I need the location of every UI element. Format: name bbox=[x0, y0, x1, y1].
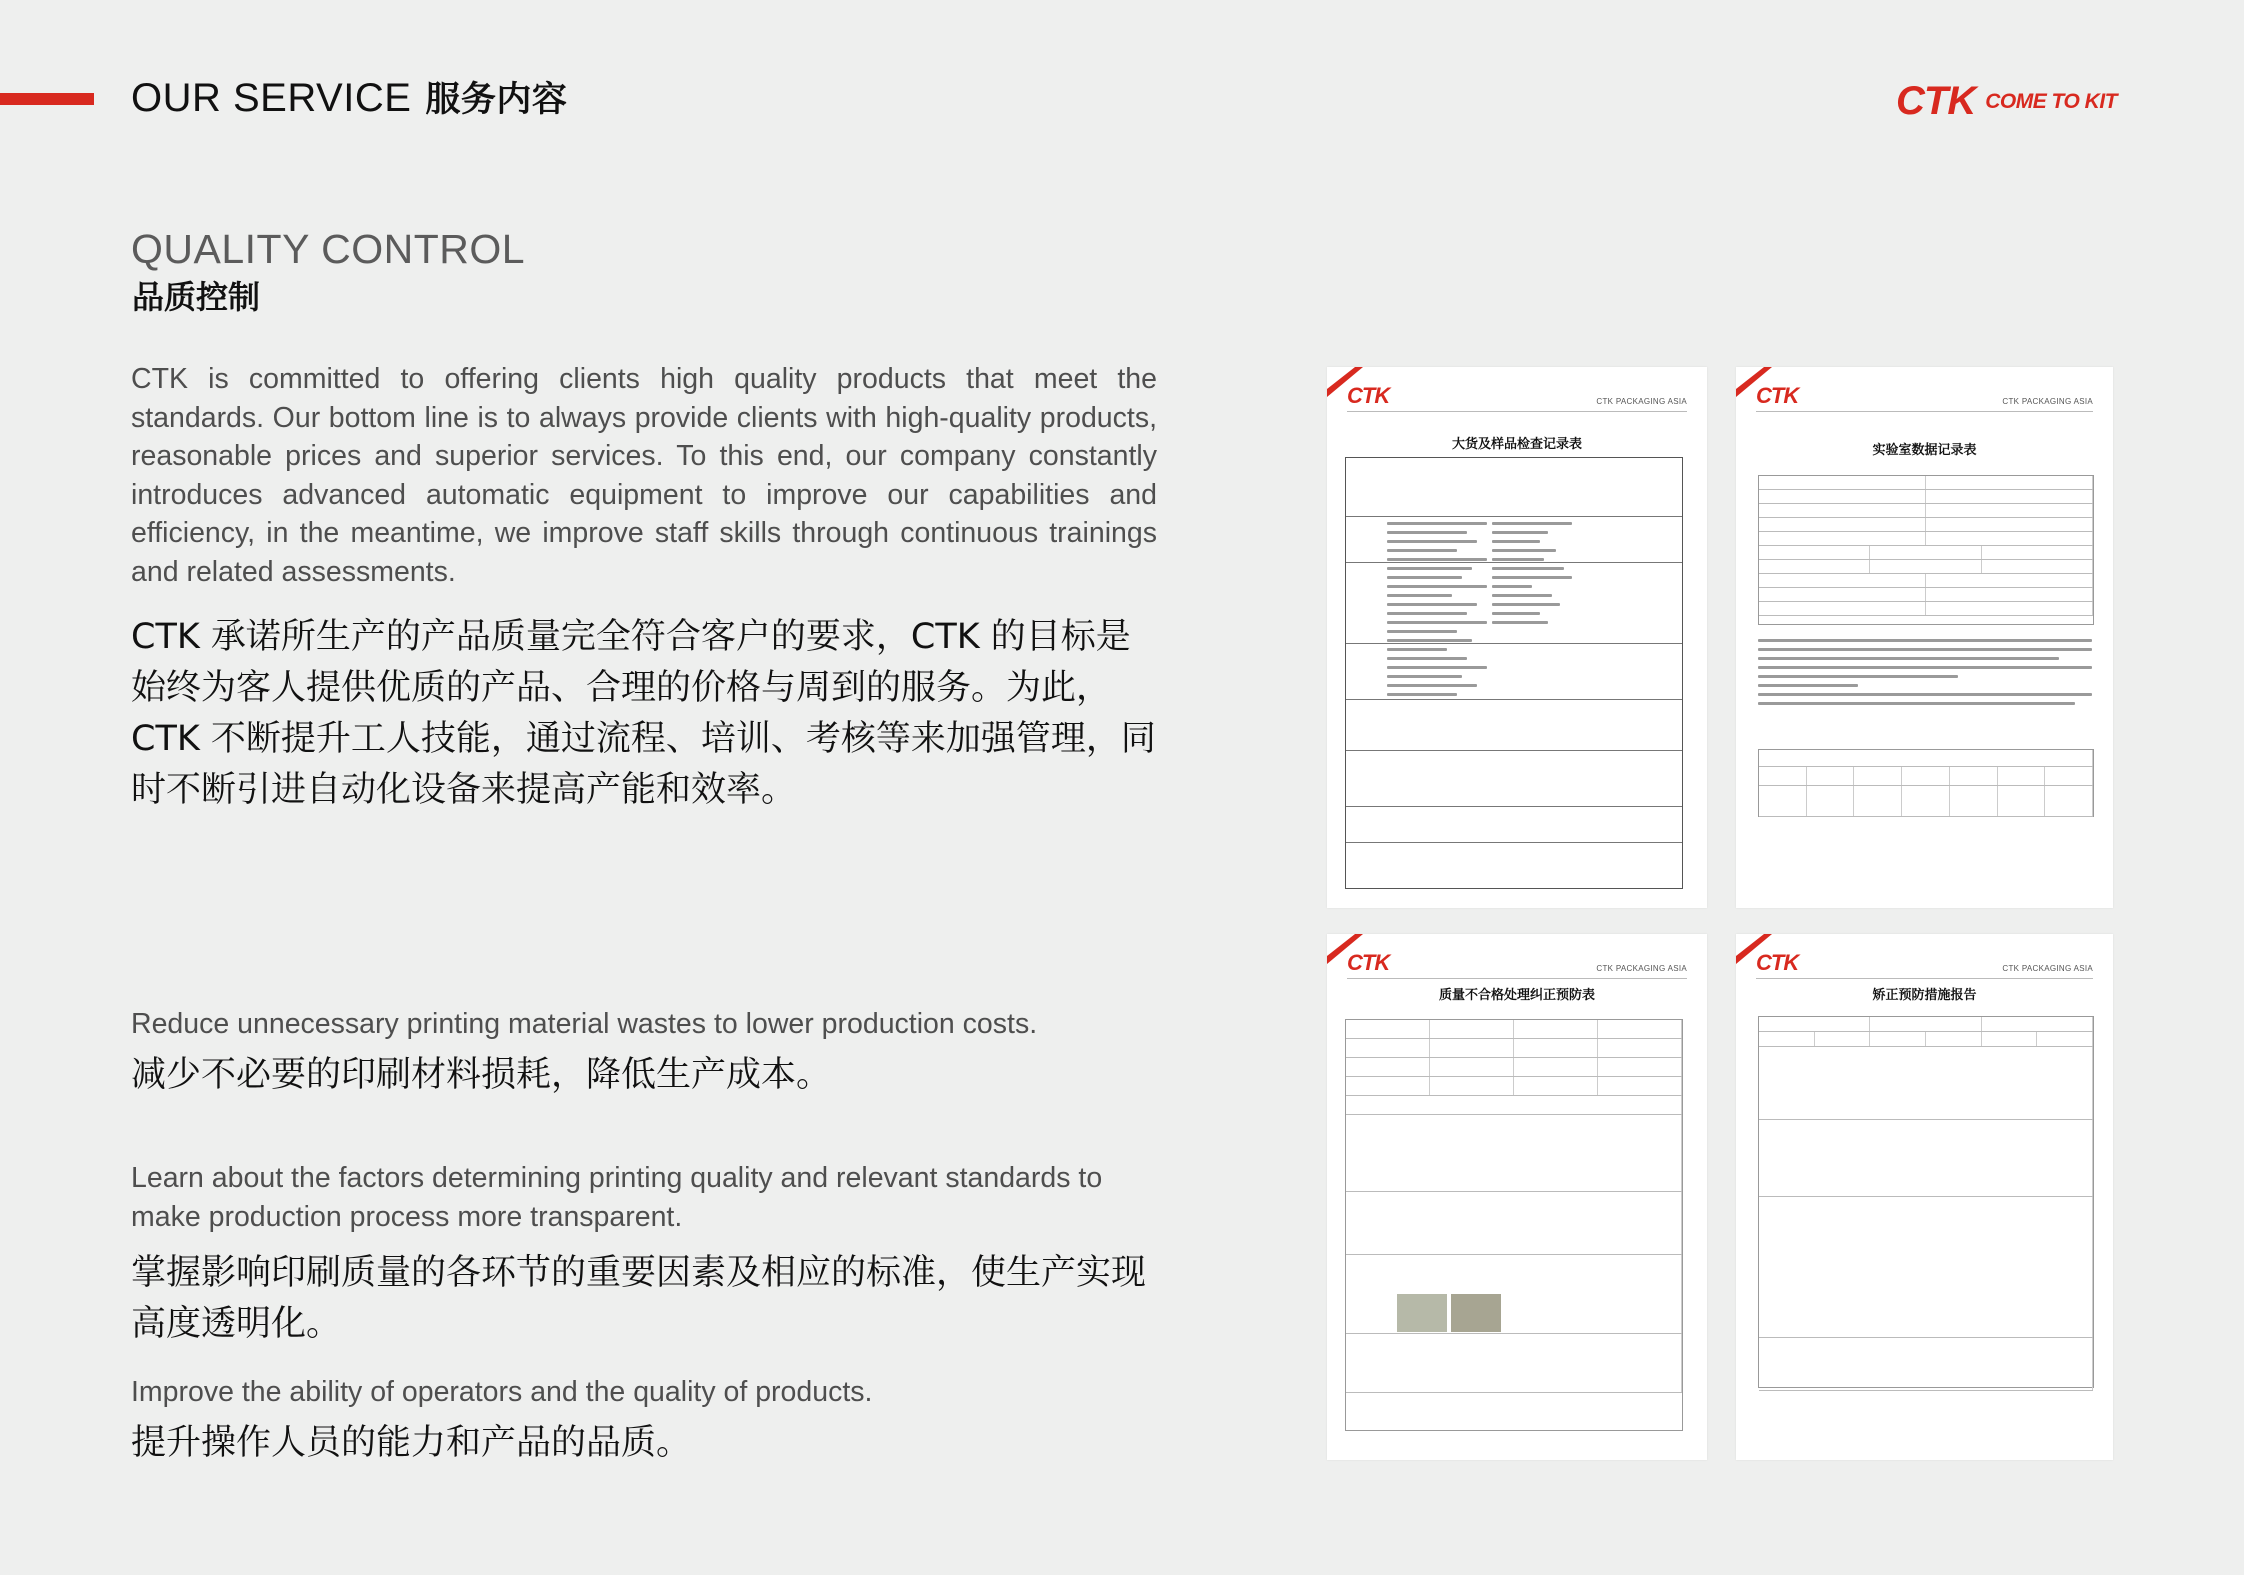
section-title-en: QUALITY CONTROL bbox=[131, 226, 526, 272]
divider bbox=[1347, 978, 1687, 979]
document-lab-data-record bbox=[1736, 367, 2113, 908]
document-nonconformity-report bbox=[1327, 934, 1707, 1460]
doc-logo: CTK bbox=[1347, 383, 1390, 408]
logo-slogan: COME TO KIT bbox=[1985, 89, 2117, 113]
divider bbox=[1756, 411, 2093, 412]
page-title bbox=[131, 72, 567, 122]
doc-title: 质量不合格处理纠正预防表 bbox=[1438, 988, 1595, 1003]
ctk-logo bbox=[1896, 79, 2117, 124]
section-title-cn: 品质控制 bbox=[132, 278, 261, 316]
photo-thumbnail bbox=[1397, 1294, 1447, 1332]
point-3-en: Improve the ability of operators and the quality of products. bbox=[131, 1376, 873, 1408]
doc-logo: CTK bbox=[1756, 950, 1799, 975]
text-lines bbox=[1758, 639, 2092, 711]
point-2-cn: 掌握影响印刷质量的各环节的重要因素及相应的标准，使生产实现高度透明化。 bbox=[131, 1253, 1147, 1344]
point-1-en: Reduce unnecessary printing material wastes to lower production costs. bbox=[131, 1008, 1038, 1040]
title-cn: 服务内容 bbox=[425, 80, 568, 120]
photo-thumbnail bbox=[1451, 1294, 1501, 1332]
divider bbox=[1347, 411, 1687, 412]
test-table bbox=[1758, 749, 2094, 817]
point-3-cn: 提升操作人员的能力和产品的品质。 bbox=[131, 1423, 692, 1463]
doc-tag: CTK PACKAGING ASIA bbox=[2002, 397, 2093, 406]
point-1-cn: 减少不必要的印刷材料损耗，降低生产成本。 bbox=[131, 1055, 832, 1095]
doc-title: 矫正预防措施报告 bbox=[1872, 988, 1977, 1003]
data-table bbox=[1758, 475, 2094, 625]
intro-cn: CTK 承诺所生产的产品质量完全符合客户的要求，CTK 的目标是始终为客人提供优质的产品、合理的价格与周到的服务。为此，CTK 不断提升工人技能，通过流程、培训、考核等来加强管理，同时不断引进自动化设备来提高产能和效率。 bbox=[131, 617, 1156, 810]
doc-tag: CTK PACKAGING ASIA bbox=[1596, 964, 1687, 973]
divider bbox=[1756, 978, 2093, 979]
report-table bbox=[1345, 1019, 1683, 1431]
report-table bbox=[1758, 1016, 2094, 1388]
doc-logo: CTK bbox=[1347, 950, 1390, 975]
title-en: OUR SERVICE bbox=[131, 76, 412, 120]
doc-tag: CTK PACKAGING ASIA bbox=[2002, 964, 2093, 973]
doc-logo: CTK bbox=[1756, 383, 1799, 408]
doc-tag: CTK PACKAGING ASIA bbox=[1596, 397, 1687, 406]
text-lines bbox=[1492, 522, 1572, 630]
text-lines bbox=[1387, 522, 1487, 702]
doc-title: 大货及样品检查记录表 bbox=[1451, 437, 1582, 452]
accent-bar bbox=[0, 93, 94, 105]
doc-title: 实验室数据记录表 bbox=[1872, 443, 1977, 458]
intro-en: CTK is committed to offering clients high quality products that meet the standards. Our bottom line is to always provide clients with high-quality products, reasonable prices and superior services. To this end, our company constantly introduces advanced automatic equipment to improve our capabilities and efficiency, in the meantime, we improve staff skills through continuous trainings and related assessments. bbox=[131, 363, 1157, 588]
point-2-en: Learn about the factors determining printing quality and relevant standards to make production process more transparent. bbox=[131, 1162, 1103, 1233]
logo-mark: CTK bbox=[1896, 79, 1976, 123]
document-corrective-action-report bbox=[1736, 934, 2113, 1460]
document-inspection-record bbox=[1327, 367, 1707, 908]
